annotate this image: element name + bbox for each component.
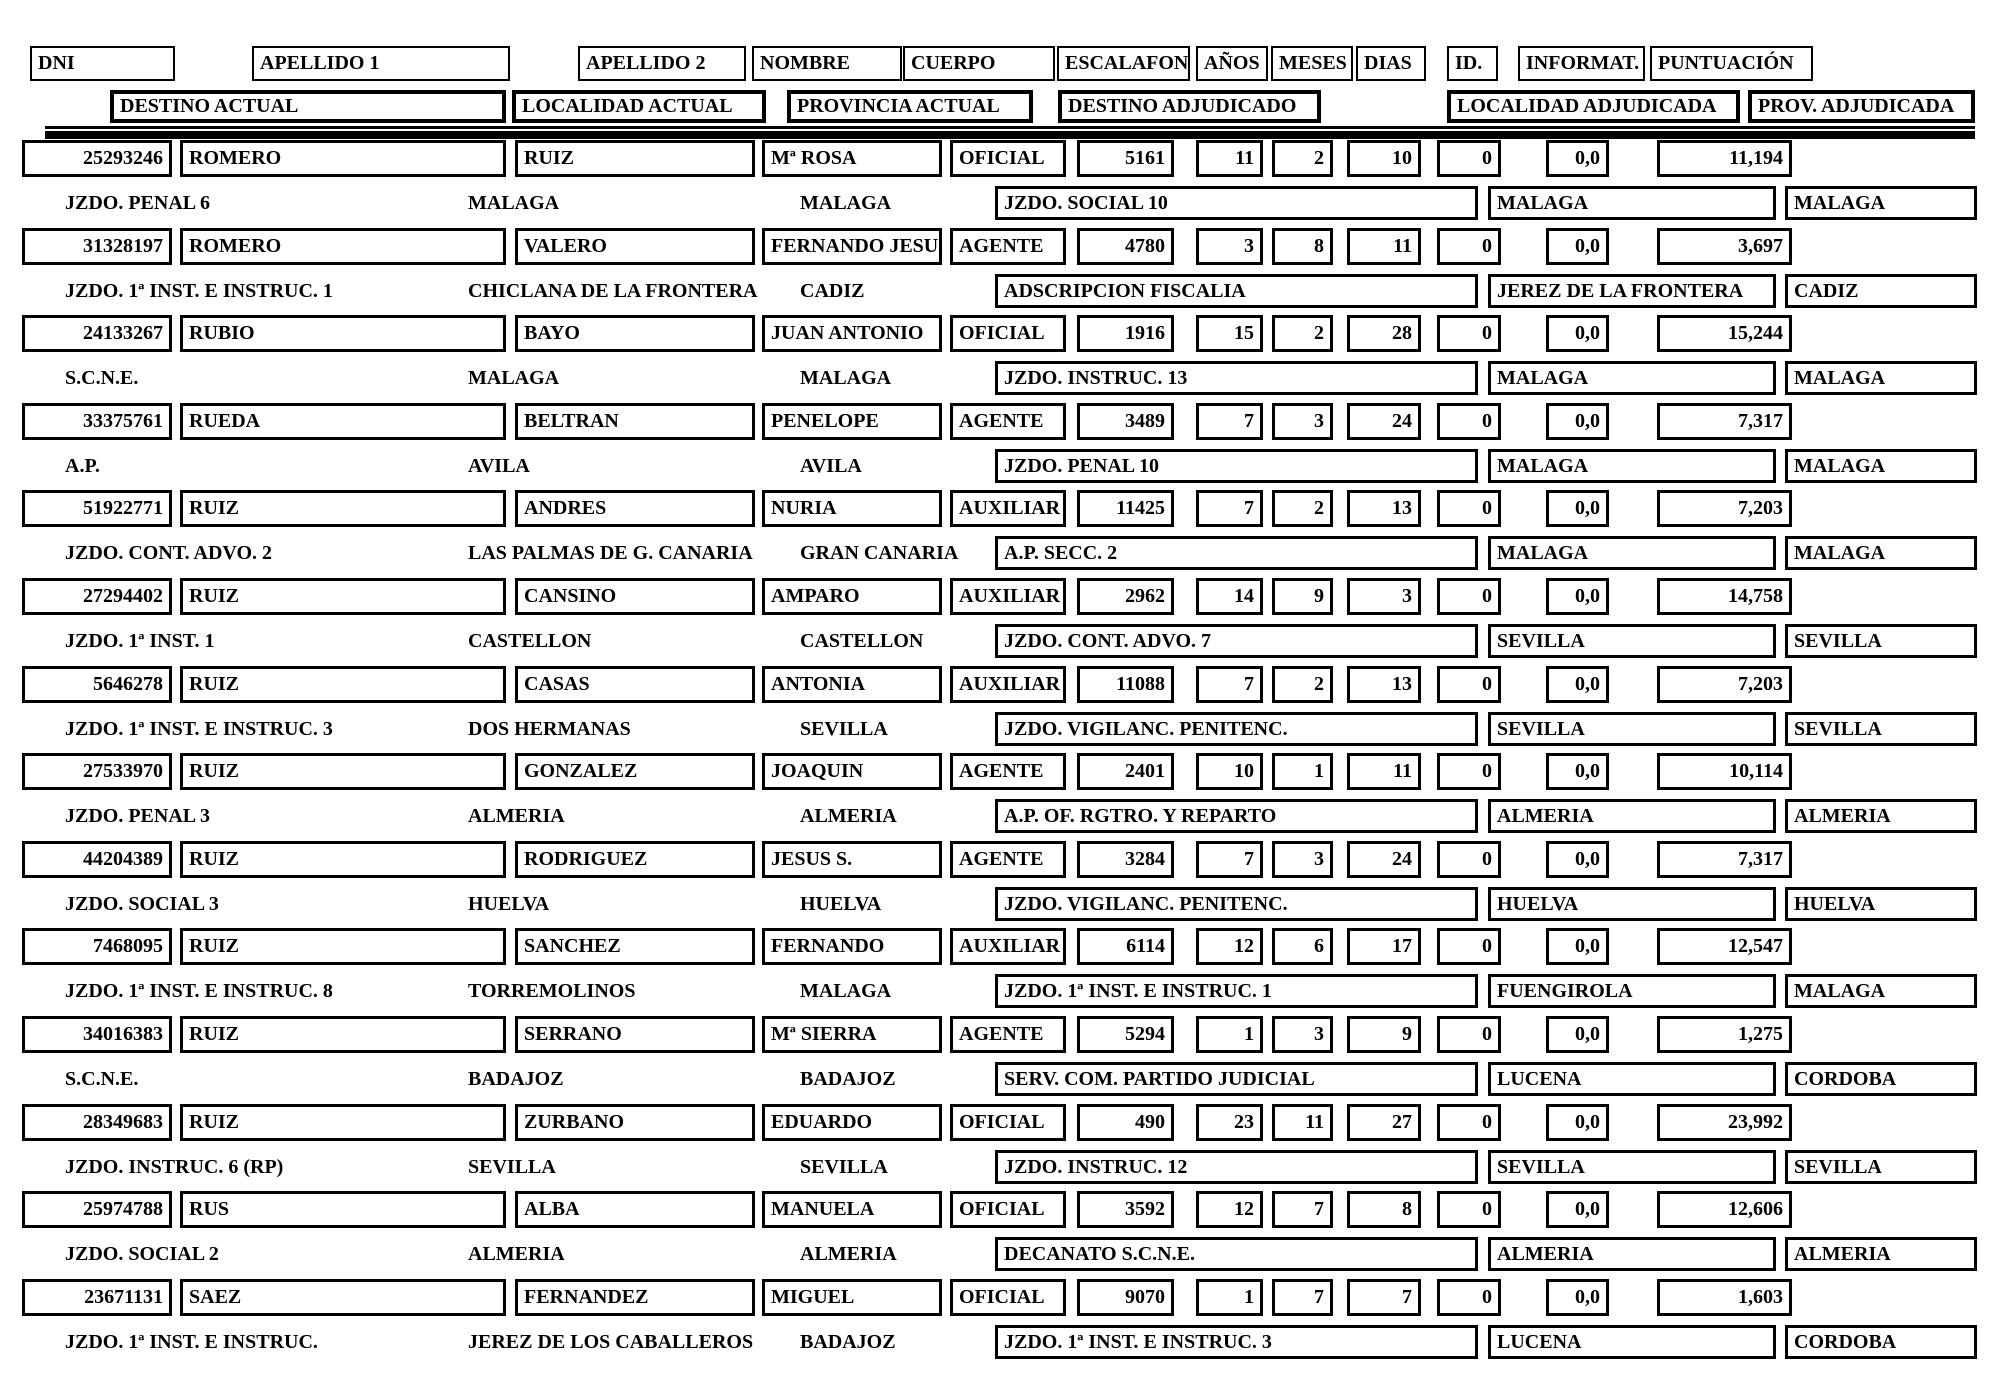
localidad-actual-value: LAS PALMAS DE G. CANARIA <box>468 542 753 564</box>
dias-value: 13 <box>1347 666 1421 703</box>
nombre-value: JESUS S. <box>762 841 942 878</box>
informat-value: 0,0 <box>1546 928 1609 965</box>
prov-adjudicada-value: MALAGA <box>1785 361 1977 395</box>
id-value: 0 <box>1437 315 1501 352</box>
meses-value: 3 <box>1272 1016 1333 1053</box>
destino-adjudicado-value: ADSCRIPCION FISCALIA <box>995 274 1478 308</box>
cuerpo-value: AGENTE <box>950 403 1066 440</box>
informat-value: 0,0 <box>1546 1104 1609 1141</box>
localidad-adjudicada-value: LUCENA <box>1488 1325 1776 1359</box>
apellido1-value: RUIZ <box>180 666 506 703</box>
escalafon-value: 5161 <box>1077 140 1174 177</box>
informat-value: 0,0 <box>1546 140 1609 177</box>
escalafon-value: 2962 <box>1077 578 1174 615</box>
nombre-value: FERNANDO JESU <box>762 228 942 265</box>
table-row <box>0 576 2000 664</box>
localidad-adjudicada-value: ALMERIA <box>1488 799 1776 833</box>
meses-value: 11 <box>1272 1104 1333 1141</box>
informat-value: 0,0 <box>1546 753 1609 790</box>
cuerpo-value: AUXILIAR <box>950 928 1066 965</box>
table-row <box>0 488 2000 576</box>
anos-value: 7 <box>1196 841 1263 878</box>
table-row <box>0 1102 2000 1190</box>
informat-value: 0,0 <box>1546 578 1609 615</box>
escalafon-value: 3489 <box>1077 403 1174 440</box>
apellido1-value: ROMERO <box>180 140 506 177</box>
nombre-value: MIGUEL <box>762 1279 942 1316</box>
nombre-value: JUAN ANTONIO <box>762 315 942 352</box>
informat-value: 0,0 <box>1546 1279 1609 1316</box>
localidad-adjudicada-value: JEREZ DE LA FRONTERA <box>1488 274 1776 308</box>
apellido1-value: ROMERO <box>180 228 506 265</box>
table-row <box>0 1189 2000 1277</box>
dias-value: 13 <box>1347 490 1421 527</box>
localidad-actual-value: HUELVA <box>468 893 550 915</box>
nombre-value: JOAQUIN <box>762 753 942 790</box>
destino-actual-value: A.P. <box>65 455 100 477</box>
prov-adjudicada-value: CADIZ <box>1785 274 1977 308</box>
apellido2-value: SANCHEZ <box>515 928 755 965</box>
provincia-actual-value: BADAJOZ <box>800 1331 896 1353</box>
destino-actual-value: JZDO. CONT. ADVO. 2 <box>65 542 273 564</box>
table-row <box>0 839 2000 927</box>
apellido1-value: RUEDA <box>180 403 506 440</box>
cuerpo-value: OFICIAL <box>950 1104 1066 1141</box>
col-header-destino-adjudicado: DESTINO ADJUDICADO <box>1058 90 1321 123</box>
escalafon-value: 490 <box>1077 1104 1174 1141</box>
informat-value: 0,0 <box>1546 228 1609 265</box>
destino-actual-value: JZDO. SOCIAL 2 <box>65 1243 219 1265</box>
dni-value: 28349683 <box>22 1104 172 1141</box>
provincia-actual-value: ALMERIA <box>800 1243 897 1265</box>
dias-value: 11 <box>1347 753 1421 790</box>
meses-value: 9 <box>1272 578 1333 615</box>
dni-value: 7468095 <box>22 928 172 965</box>
nombre-value: NURIA <box>762 490 942 527</box>
id-value: 0 <box>1437 403 1501 440</box>
meses-value: 3 <box>1272 841 1333 878</box>
apellido1-value: RUIZ <box>180 490 506 527</box>
id-value: 0 <box>1437 1191 1501 1228</box>
meses-value: 1 <box>1272 753 1333 790</box>
anos-value: 10 <box>1196 753 1263 790</box>
destino-adjudicado-value: JZDO. INSTRUC. 12 <box>995 1150 1478 1184</box>
apellido1-value: RUIZ <box>180 753 506 790</box>
nombre-value: ANTONIA <box>762 666 942 703</box>
escalafon-value: 5294 <box>1077 1016 1174 1053</box>
anos-value: 3 <box>1196 228 1263 265</box>
dias-value: 10 <box>1347 140 1421 177</box>
table-row <box>0 1277 2000 1365</box>
cuerpo-value: OFICIAL <box>950 1279 1066 1316</box>
id-value: 0 <box>1437 578 1501 615</box>
apellido2-value: ZURBANO <box>515 1104 755 1141</box>
dias-value: 28 <box>1347 315 1421 352</box>
prov-adjudicada-value: CORDOBA <box>1785 1325 1977 1359</box>
localidad-adjudicada-value: ALMERIA <box>1488 1237 1776 1271</box>
localidad-actual-value: JEREZ DE LOS CABALLEROS <box>468 1331 754 1353</box>
table-row <box>0 313 2000 401</box>
apellido1-value: RUIZ <box>180 578 506 615</box>
destino-adjudicado-value: JZDO. VIGILANC. PENITENC. <box>995 712 1478 746</box>
col-header-nombre: NOMBRE <box>752 46 902 81</box>
destino-adjudicado-value: JZDO. PENAL 10 <box>995 449 1478 483</box>
escalafon-value: 9070 <box>1077 1279 1174 1316</box>
meses-value: 3 <box>1272 403 1333 440</box>
header-separator-thin-rule <box>45 126 1975 129</box>
provincia-actual-value: MALAGA <box>800 980 892 1002</box>
table-row <box>0 664 2000 752</box>
apellido1-value: RUS <box>180 1191 506 1228</box>
meses-value: 7 <box>1272 1279 1333 1316</box>
dni-value: 34016383 <box>22 1016 172 1053</box>
dni-value: 27294402 <box>22 578 172 615</box>
escalafon-value: 3284 <box>1077 841 1174 878</box>
dias-value: 3 <box>1347 578 1421 615</box>
prov-adjudicada-value: MALAGA <box>1785 186 1977 220</box>
destino-actual-value: JZDO. PENAL 6 <box>65 192 211 214</box>
localidad-actual-value: MALAGA <box>468 192 560 214</box>
dias-value: 11 <box>1347 228 1421 265</box>
informat-value: 0,0 <box>1546 841 1609 878</box>
prov-adjudicada-value: ALMERIA <box>1785 799 1977 833</box>
nombre-value: EDUARDO <box>762 1104 942 1141</box>
col-header-provincia-actual: PROVINCIA ACTUAL <box>787 90 1033 123</box>
localidad-actual-value: CHICLANA DE LA FRONTERA <box>468 280 758 302</box>
escalafon-value: 6114 <box>1077 928 1174 965</box>
id-value: 0 <box>1437 666 1501 703</box>
col-header-escalafon: ESCALAFON <box>1057 46 1190 81</box>
localidad-actual-value: MALAGA <box>468 367 560 389</box>
prov-adjudicada-value: MALAGA <box>1785 536 1977 570</box>
localidad-adjudicada-value: HUELVA <box>1488 887 1776 921</box>
col-header-id: ID. <box>1447 46 1498 81</box>
informat-value: 0,0 <box>1546 666 1609 703</box>
destino-actual-value: JZDO. 1ª INST. 1 <box>65 630 215 652</box>
puntuacion-value: 1,603 <box>1657 1279 1792 1316</box>
puntuacion-value: 12,547 <box>1657 928 1792 965</box>
col-header-apellido2: APELLIDO 2 <box>578 46 746 81</box>
table-row <box>0 138 2000 226</box>
col-header-prov-adjudicada: PROV. ADJUDICADA <box>1748 90 1975 123</box>
cuerpo-value: AUXILIAR <box>950 666 1066 703</box>
id-value: 0 <box>1437 228 1501 265</box>
destino-actual-value: JZDO. PENAL 3 <box>65 805 211 827</box>
destino-adjudicado-value: JZDO. CONT. ADVO. 7 <box>995 624 1478 658</box>
puntuacion-value: 12,606 <box>1657 1191 1792 1228</box>
id-value: 0 <box>1437 1104 1501 1141</box>
apellido2-value: GONZALEZ <box>515 753 755 790</box>
dias-value: 24 <box>1347 841 1421 878</box>
prov-adjudicada-value: HUELVA <box>1785 887 1977 921</box>
col-header-anos: AÑOS <box>1196 46 1268 81</box>
col-header-cuerpo: CUERPO <box>903 46 1055 81</box>
col-header-puntuacion: PUNTUACIÓN <box>1650 46 1813 81</box>
col-header-informat: INFORMAT. <box>1518 46 1645 81</box>
id-value: 0 <box>1437 1279 1501 1316</box>
apellido1-value: SAEZ <box>180 1279 506 1316</box>
apellido2-value: CASAS <box>515 666 755 703</box>
nombre-value: Mª ROSA <box>762 140 942 177</box>
localidad-actual-value: CASTELLON <box>468 630 592 652</box>
prov-adjudicada-value: SEVILLA <box>1785 624 1977 658</box>
dni-value: 25293246 <box>22 140 172 177</box>
apellido2-value: BELTRAN <box>515 403 755 440</box>
col-header-dias: DIAS <box>1356 46 1426 81</box>
escalafon-value: 11425 <box>1077 490 1174 527</box>
dias-value: 7 <box>1347 1279 1421 1316</box>
anos-value: 23 <box>1196 1104 1263 1141</box>
meses-value: 2 <box>1272 490 1333 527</box>
nombre-value: MANUELA <box>762 1191 942 1228</box>
localidad-actual-value: TORREMOLINOS <box>468 980 636 1002</box>
puntuacion-value: 1,275 <box>1657 1016 1792 1053</box>
localidad-adjudicada-value: SEVILLA <box>1488 1150 1776 1184</box>
localidad-adjudicada-value: SEVILLA <box>1488 624 1776 658</box>
escalafon-value: 1916 <box>1077 315 1174 352</box>
puntuacion-value: 7,203 <box>1657 666 1792 703</box>
puntuacion-value: 3,697 <box>1657 228 1792 265</box>
localidad-adjudicada-value: MALAGA <box>1488 361 1776 395</box>
meses-value: 2 <box>1272 666 1333 703</box>
informat-value: 0,0 <box>1546 403 1609 440</box>
puntuacion-value: 10,114 <box>1657 753 1792 790</box>
destino-actual-value: JZDO. 1ª INST. E INSTRUC. <box>65 1331 318 1353</box>
destino-actual-value: JZDO. 1ª INST. E INSTRUC. 1 <box>65 280 333 302</box>
id-value: 0 <box>1437 753 1501 790</box>
col-header-localidad-adjudicada: LOCALIDAD ADJUDICADA <box>1447 90 1740 123</box>
cuerpo-value: AUXILIAR <box>950 578 1066 615</box>
localidad-actual-value: ALMERIA <box>468 805 565 827</box>
cuerpo-value: AGENTE <box>950 841 1066 878</box>
provincia-actual-value: MALAGA <box>800 192 892 214</box>
apellido2-value: RUIZ <box>515 140 755 177</box>
apellido1-value: RUIZ <box>180 928 506 965</box>
prov-adjudicada-value: SEVILLA <box>1785 712 1977 746</box>
puntuacion-value: 23,992 <box>1657 1104 1792 1141</box>
provincia-actual-value: CADIZ <box>800 280 865 302</box>
nombre-value: FERNANDO <box>762 928 942 965</box>
dias-value: 9 <box>1347 1016 1421 1053</box>
prov-adjudicada-value: CORDOBA <box>1785 1062 1977 1096</box>
apellido2-value: FERNANDEZ <box>515 1279 755 1316</box>
meses-value: 2 <box>1272 315 1333 352</box>
cuerpo-value: OFICIAL <box>950 1191 1066 1228</box>
dni-value: 25974788 <box>22 1191 172 1228</box>
apellido1-value: RUIZ <box>180 841 506 878</box>
table-row <box>0 401 2000 489</box>
provincia-actual-value: SEVILLA <box>800 1156 888 1178</box>
dni-value: 44204389 <box>22 841 172 878</box>
informat-value: 0,0 <box>1546 315 1609 352</box>
puntuacion-value: 15,244 <box>1657 315 1792 352</box>
puntuacion-value: 14,758 <box>1657 578 1792 615</box>
anos-value: 11 <box>1196 140 1263 177</box>
id-value: 0 <box>1437 1016 1501 1053</box>
destino-actual-value: JZDO. INSTRUC. 6 (RP) <box>65 1156 284 1178</box>
anos-value: 12 <box>1196 1191 1263 1228</box>
destino-actual-value: S.C.N.E. <box>65 1068 139 1090</box>
table-row <box>0 226 2000 314</box>
destino-adjudicado-value: JZDO. SOCIAL 10 <box>995 186 1478 220</box>
provincia-actual-value: MALAGA <box>800 367 892 389</box>
localidad-adjudicada-value: SEVILLA <box>1488 712 1776 746</box>
nombre-value: PENELOPE <box>762 403 942 440</box>
table-row <box>0 751 2000 839</box>
informat-value: 0,0 <box>1546 1016 1609 1053</box>
dni-value: 31328197 <box>22 228 172 265</box>
dni-value: 24133267 <box>22 315 172 352</box>
apellido1-value: RUBIO <box>180 315 506 352</box>
provincia-actual-value: GRAN CANARIA <box>800 542 959 564</box>
destino-adjudicado-value: DECANATO S.C.N.E. <box>995 1237 1478 1271</box>
col-header-apellido1: APELLIDO 1 <box>252 46 510 81</box>
table-row <box>0 1014 2000 1102</box>
provincia-actual-value: AVILA <box>800 455 862 477</box>
apellido1-value: RUIZ <box>180 1016 506 1053</box>
dias-value: 24 <box>1347 403 1421 440</box>
apellido2-value: BAYO <box>515 315 755 352</box>
localidad-actual-value: DOS HERMANAS <box>468 718 631 740</box>
destino-adjudicado-value: JZDO. VIGILANC. PENITENC. <box>995 887 1478 921</box>
apellido2-value: RODRIGUEZ <box>515 841 755 878</box>
provincia-actual-value: BADAJOZ <box>800 1068 896 1090</box>
destino-adjudicado-value: A.P. OF. RGTRO. Y REPARTO <box>995 799 1478 833</box>
meses-value: 8 <box>1272 228 1333 265</box>
dias-value: 8 <box>1347 1191 1421 1228</box>
informat-value: 0,0 <box>1546 1191 1609 1228</box>
dni-value: 51922771 <box>22 490 172 527</box>
provincia-actual-value: ALMERIA <box>800 805 897 827</box>
table-row <box>0 926 2000 1014</box>
prov-adjudicada-value: MALAGA <box>1785 449 1977 483</box>
anos-value: 1 <box>1196 1279 1263 1316</box>
puntuacion-value: 7,317 <box>1657 841 1792 878</box>
id-value: 0 <box>1437 841 1501 878</box>
destino-adjudicado-value: JZDO. 1ª INST. E INSTRUC. 3 <box>995 1325 1478 1359</box>
puntuacion-value: 11,194 <box>1657 140 1792 177</box>
cuerpo-value: OFICIAL <box>950 140 1066 177</box>
cuerpo-value: AGENTE <box>950 1016 1066 1053</box>
apellido2-value: VALERO <box>515 228 755 265</box>
id-value: 0 <box>1437 928 1501 965</box>
destino-adjudicado-value: A.P. SECC. 2 <box>995 536 1478 570</box>
meses-value: 2 <box>1272 140 1333 177</box>
escalafon-value: 4780 <box>1077 228 1174 265</box>
dni-value: 33375761 <box>22 403 172 440</box>
destino-actual-value: JZDO. 1ª INST. E INSTRUC. 8 <box>65 980 333 1002</box>
apellido2-value: SERRANO <box>515 1016 755 1053</box>
dni-value: 23671131 <box>22 1279 172 1316</box>
col-header-dni: DNI <box>30 46 175 81</box>
apellido1-value: RUIZ <box>180 1104 506 1141</box>
prov-adjudicada-value: MALAGA <box>1785 974 1977 1008</box>
destino-actual-value: JZDO. SOCIAL 3 <box>65 893 219 915</box>
cuerpo-value: OFICIAL <box>950 315 1066 352</box>
dias-value: 17 <box>1347 928 1421 965</box>
dias-value: 27 <box>1347 1104 1421 1141</box>
col-header-destino-actual: DESTINO ACTUAL <box>110 90 506 123</box>
anos-value: 1 <box>1196 1016 1263 1053</box>
id-value: 0 <box>1437 140 1501 177</box>
destino-actual-value: S.C.N.E. <box>65 367 139 389</box>
apellido2-value: ALBA <box>515 1191 755 1228</box>
cuerpo-value: AGENTE <box>950 228 1066 265</box>
localidad-adjudicada-value: MALAGA <box>1488 449 1776 483</box>
provincia-actual-value: CASTELLON <box>800 630 924 652</box>
col-header-meses: MESES <box>1271 46 1353 81</box>
anos-value: 7 <box>1196 666 1263 703</box>
prov-adjudicada-value: SEVILLA <box>1785 1150 1977 1184</box>
localidad-adjudicada-value: LUCENA <box>1488 1062 1776 1096</box>
localidad-adjudicada-value: MALAGA <box>1488 536 1776 570</box>
destino-adjudicado-value: SERV. COM. PARTIDO JUDICIAL <box>995 1062 1478 1096</box>
meses-value: 7 <box>1272 1191 1333 1228</box>
escalafon-value: 11088 <box>1077 666 1174 703</box>
meses-value: 6 <box>1272 928 1333 965</box>
destino-adjudicado-value: JZDO. INSTRUC. 13 <box>995 361 1478 395</box>
prov-adjudicada-value: ALMERIA <box>1785 1237 1977 1271</box>
dni-value: 27533970 <box>22 753 172 790</box>
informat-value: 0,0 <box>1546 490 1609 527</box>
localidad-adjudicada-value: MALAGA <box>1488 186 1776 220</box>
destino-actual-value: JZDO. 1ª INST. E INSTRUC. 3 <box>65 718 333 740</box>
localidad-adjudicada-value: FUENGIROLA <box>1488 974 1776 1008</box>
escalafon-value: 3592 <box>1077 1191 1174 1228</box>
localidad-actual-value: BADAJOZ <box>468 1068 564 1090</box>
apellido2-value: CANSINO <box>515 578 755 615</box>
nombre-value: AMPARO <box>762 578 942 615</box>
destino-adjudicado-value: JZDO. 1ª INST. E INSTRUC. 1 <box>995 974 1478 1008</box>
provincia-actual-value: HUELVA <box>800 893 882 915</box>
anos-value: 12 <box>1196 928 1263 965</box>
id-value: 0 <box>1437 490 1501 527</box>
nombre-value: Mª SIERRA <box>762 1016 942 1053</box>
anos-value: 14 <box>1196 578 1263 615</box>
localidad-actual-value: SEVILLA <box>468 1156 556 1178</box>
anos-value: 7 <box>1196 403 1263 440</box>
puntuacion-value: 7,317 <box>1657 403 1792 440</box>
puntuacion-value: 7,203 <box>1657 490 1792 527</box>
cuerpo-value: AGENTE <box>950 753 1066 790</box>
cuerpo-value: AUXILIAR <box>950 490 1066 527</box>
anos-value: 15 <box>1196 315 1263 352</box>
col-header-localidad-actual: LOCALIDAD ACTUAL <box>512 90 766 123</box>
anos-value: 7 <box>1196 490 1263 527</box>
apellido2-value: ANDRES <box>515 490 755 527</box>
localidad-actual-value: ALMERIA <box>468 1243 565 1265</box>
dni-value: 5646278 <box>22 666 172 703</box>
localidad-actual-value: AVILA <box>468 455 530 477</box>
escalafon-value: 2401 <box>1077 753 1174 790</box>
provincia-actual-value: SEVILLA <box>800 718 888 740</box>
